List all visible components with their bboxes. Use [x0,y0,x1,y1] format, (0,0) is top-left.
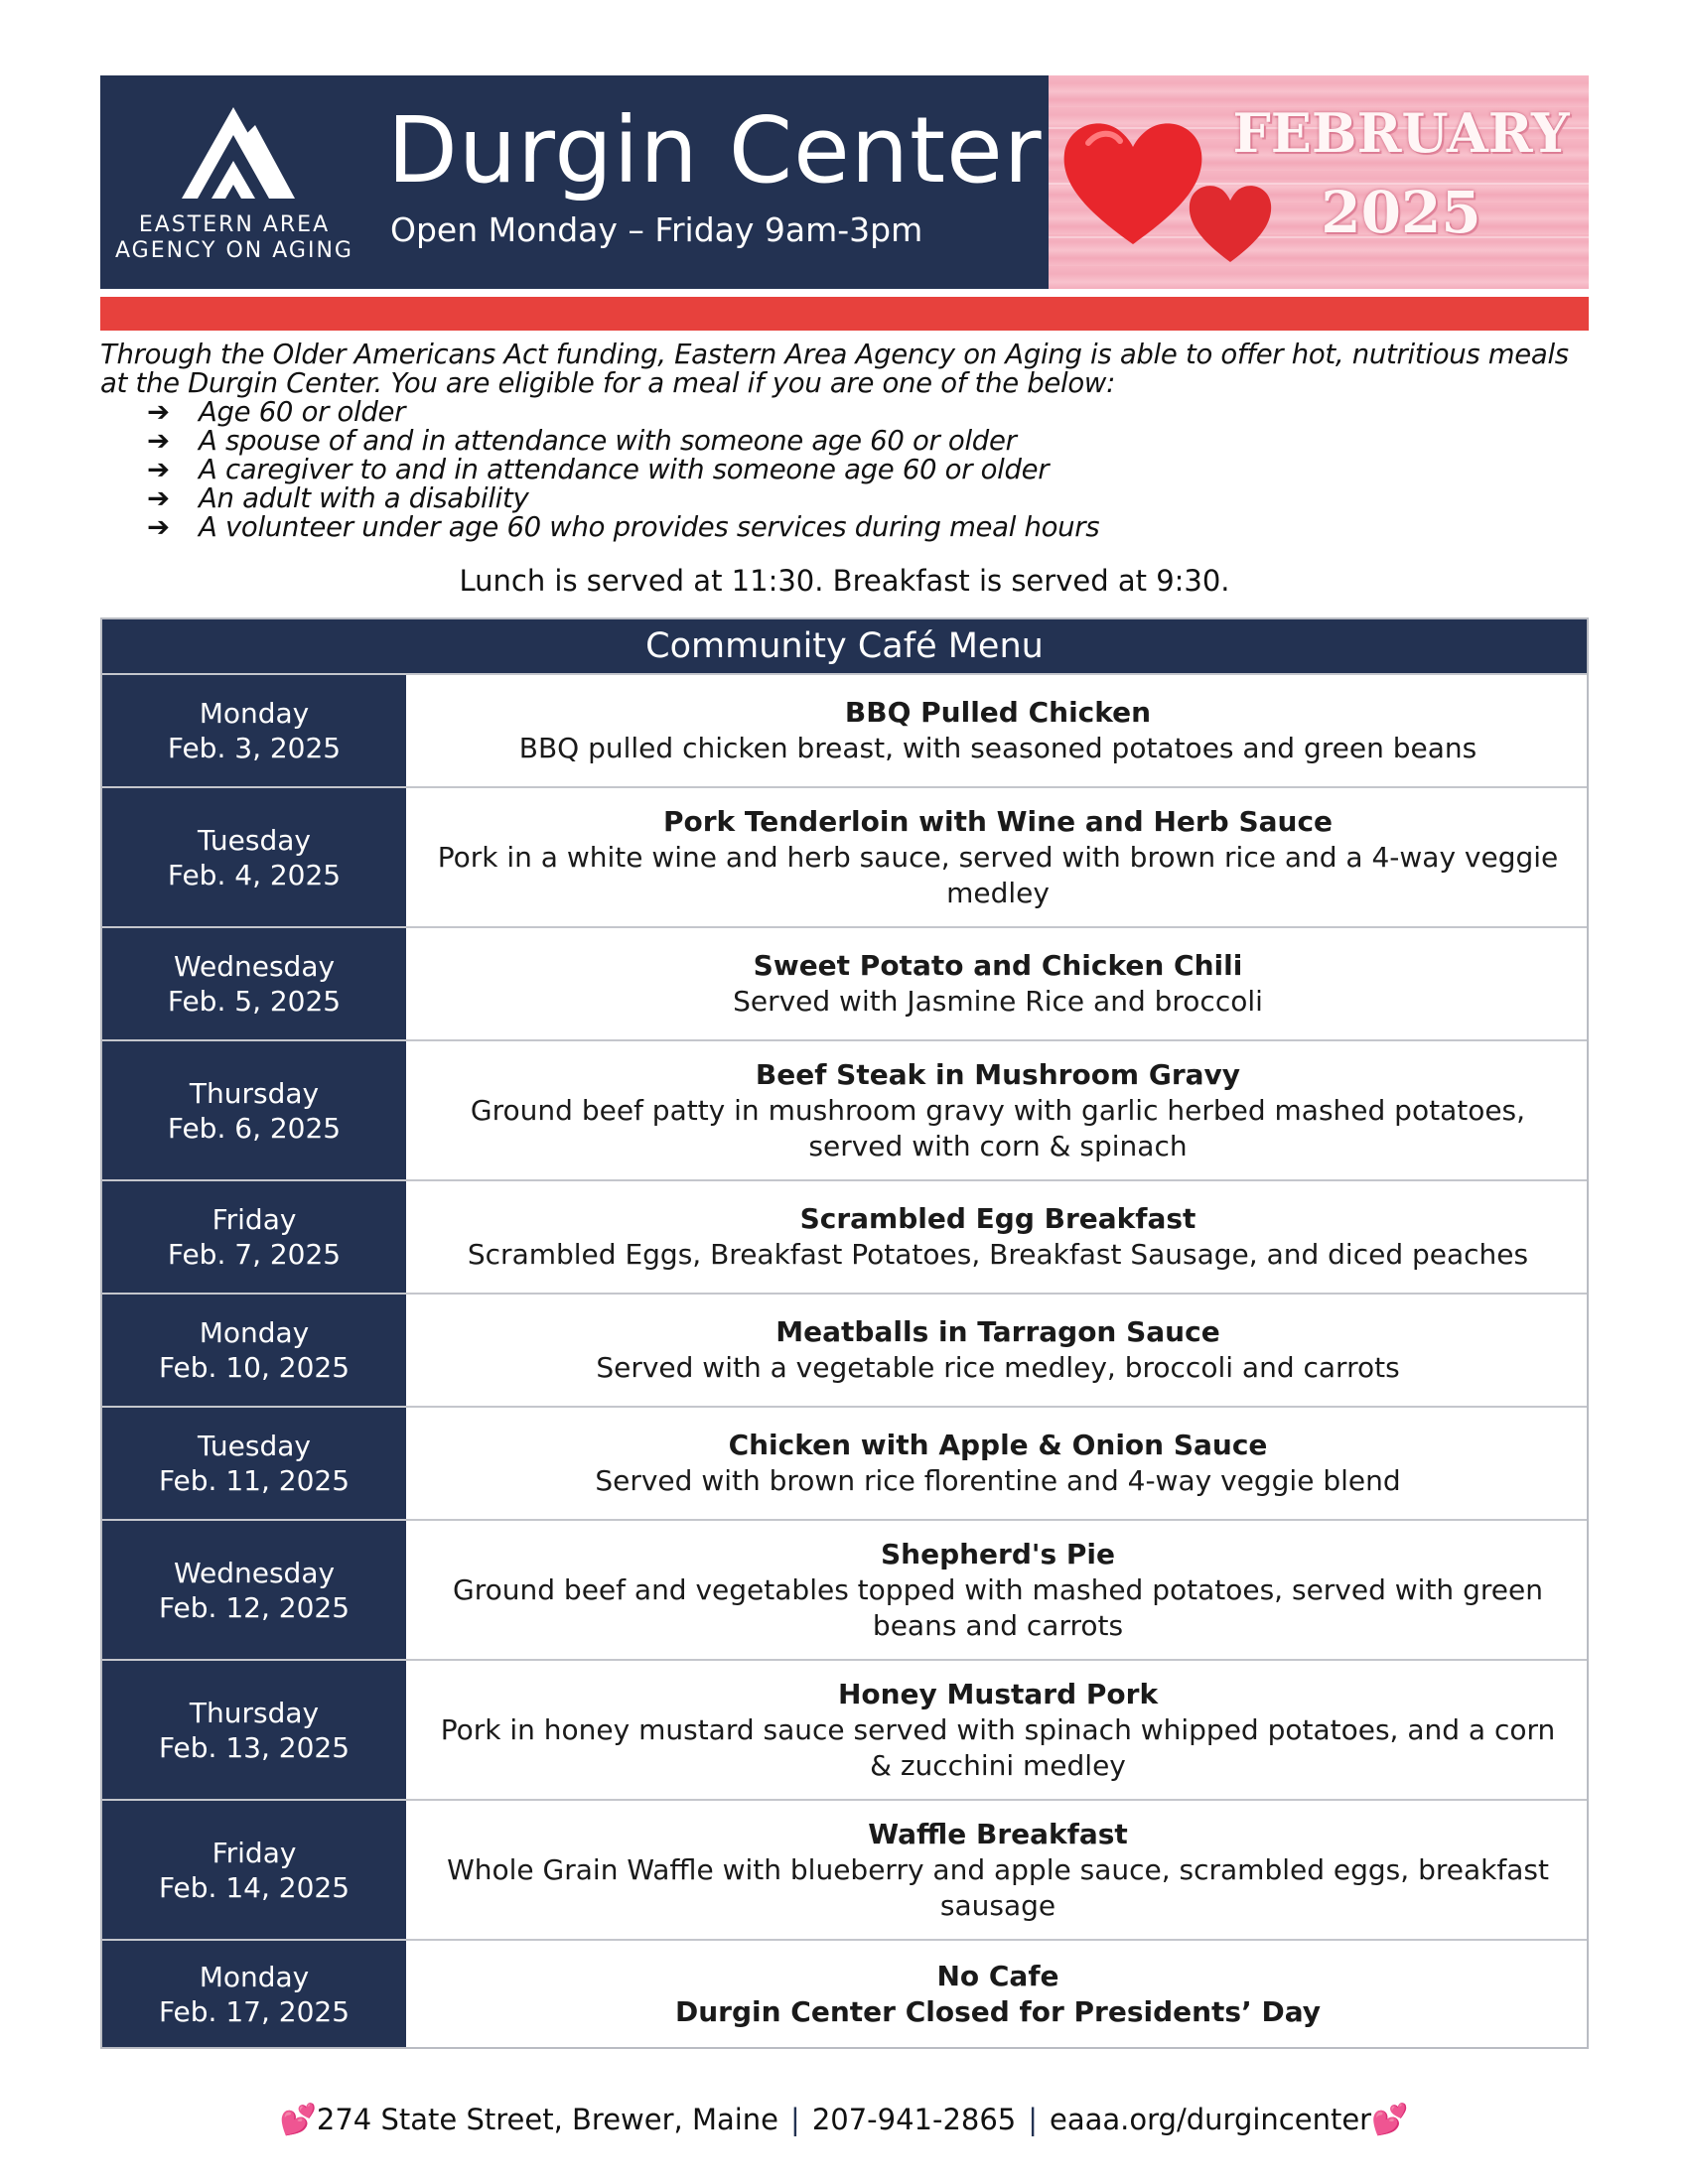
footer-phone[interactable]: 207-941-2865 [811,2103,1017,2136]
menu-title: Community Café Menu [102,619,1587,673]
hearts-icon: 💕 [279,2103,317,2137]
arrow-icon: ➔ [147,454,170,485]
menu-table [100,617,1589,2049]
menu-row-meal [409,928,1587,1039]
meal-name: Meatballs in Tarragon Sauce [775,1315,1220,1348]
menu-row-meal [409,1941,1587,2047]
menu-row [102,1939,1587,2047]
meal-description: Whole Grain Waffle with blueberry and apple sauce, scrambled eggs, breakfast sausage [447,1852,1549,1922]
menu-row [102,673,1587,786]
menu-row-meal [409,1041,1587,1179]
meal-name: Scrambled Egg Breakfast [799,1202,1196,1235]
meal-description: Ground beef and vegetables topped with mashed potatoes, served with green beans and carrots [453,1572,1543,1642]
menu-row [102,1799,1587,1939]
footer-address: 274 State Street, Brewer, Maine [316,2103,779,2136]
meal-description: Durgin Center Closed for Presidents’ Day [674,1994,1322,2028]
eligibility-item: ➔ Age 60 or older [147,396,406,428]
meal-description: Served with brown rice florentine and 4-way veggie blend [595,1464,1401,1497]
header-banner [100,75,1589,289]
footer-contact [0,2103,1688,2137]
menu-row-date: Friday Feb. 14, 2025 [102,1801,406,1939]
arrow-icon: ➔ [147,511,170,543]
menu-row-meal [409,1801,1587,1939]
meal-description: Pork in a white wine and herb sauce, served with brown rice and a 4-way veggie medley [437,840,1559,909]
menu-row-meal [409,1295,1587,1406]
menu-row-date: Monday Feb. 10, 2025 [102,1295,406,1406]
intro-text: Through the Older Americans Act funding, Eastern Area Agency on Aging is able to offer hot, nutritious meals at the Durgin Center. You are eligible for a meal if you are one of the below: [100,339,1569,399]
menu-row [102,786,1587,926]
arrow-icon: ➔ [147,396,170,428]
accent-bar [100,297,1589,331]
menu-row-date: Wednesday Feb. 12, 2025 [102,1521,406,1659]
hearts-icon: 💕 [1371,2103,1409,2137]
footer-separator: | [790,2103,800,2136]
meal-description: Ground beef patty in mushroom gravy with garlic herbed mashed potatoes, served with corn & spinach [470,1093,1526,1162]
menu-row-date: Tuesday Feb. 11, 2025 [102,1408,406,1519]
menu-row-meal [409,675,1587,786]
menu-row-date: Friday Feb. 7, 2025 [102,1181,406,1293]
meal-description: BBQ pulled chicken breast, with seasoned potatoes and green beans [518,732,1477,764]
footer-website-link[interactable]: eaaa.org/durgincenter [1050,2103,1372,2136]
year-label: 2025 [1321,179,1481,246]
eligibility-item: ➔ A spouse of and in attendance with someone age 60 or older [147,425,1017,457]
meal-name: Pork Tenderloin with Wine and Herb Sauce [662,804,1334,838]
menu-row-meal [409,1408,1587,1519]
eligibility-item: ➔ A caregiver to and in attendance with someone age 60 or older [147,454,1050,485]
menu-row-meal [409,1181,1587,1293]
menu-row-date: Wednesday Feb. 5, 2025 [102,928,406,1039]
meal-name: BBQ Pulled Chicken [844,696,1152,729]
menu-row-meal [409,788,1587,926]
arrow-icon: ➔ [147,482,170,514]
meal-name: Honey Mustard Pork [837,1677,1159,1710]
page-title: Durgin Center [387,97,1043,204]
valentine-photo [1049,75,1589,289]
meal-description: Pork in honey mustard sauce served with spinach whipped potatoes, and a corn & zucchini medley [440,1712,1556,1782]
meal-name: Waffle Breakfast [868,1817,1128,1850]
menu-row [102,1519,1587,1659]
meal-description: Served with Jasmine Rice and broccoli [733,985,1263,1018]
meal-description: Served with a vegetable rice medley, broccoli and carrots [596,1351,1400,1384]
menu-row-date: Monday Feb. 17, 2025 [102,1941,406,2047]
meal-times: Lunch is served at 11:30. Breakfast is served at 9:30. [459,564,1230,598]
menu-row [102,1659,1587,1799]
eligibility-item: ➔ An adult with a disability [147,482,529,514]
meal-name: No Cafe [936,1959,1059,1992]
meal-name: Sweet Potato and Chicken Chili [753,949,1243,982]
footer-separator: | [1028,2103,1039,2136]
opening-hours: Open Monday – Friday 9am-3pm [390,210,923,249]
menu-row [102,926,1587,1039]
menu-row-meal [409,1661,1587,1799]
eligibility-item: ➔ A volunteer under age 60 who provides services during meal hours [147,511,1100,543]
meal-name: Shepherd's Pie [880,1537,1115,1570]
month-label: FEBRUARY [1232,101,1570,165]
eaaa-logo [100,75,368,289]
menu-row-date: Thursday Feb. 13, 2025 [102,1661,406,1799]
menu-row [102,1039,1587,1179]
mountain-logo-icon [172,99,301,208]
arrow-icon: ➔ [147,425,170,457]
menu-row-date: Tuesday Feb. 4, 2025 [102,788,406,926]
logo-text-line1: EASTERN AREA [138,212,331,237]
menu-row [102,1179,1587,1293]
meal-name: Beef Steak in Mushroom Gravy [755,1057,1241,1091]
menu-row [102,1293,1587,1406]
meal-description: Scrambled Eggs, Breakfast Potatoes, Breakfast Sausage, and diced peaches [467,1238,1529,1271]
menu-row [102,1406,1587,1519]
menu-row-date: Thursday Feb. 6, 2025 [102,1041,406,1179]
menu-row-date: Monday Feb. 3, 2025 [102,675,406,786]
menu-row-meal [409,1521,1587,1659]
logo-text-line2: AGENCY ON AGING [115,238,353,263]
meal-name: Chicken with Apple & Onion Sauce [728,1429,1268,1461]
